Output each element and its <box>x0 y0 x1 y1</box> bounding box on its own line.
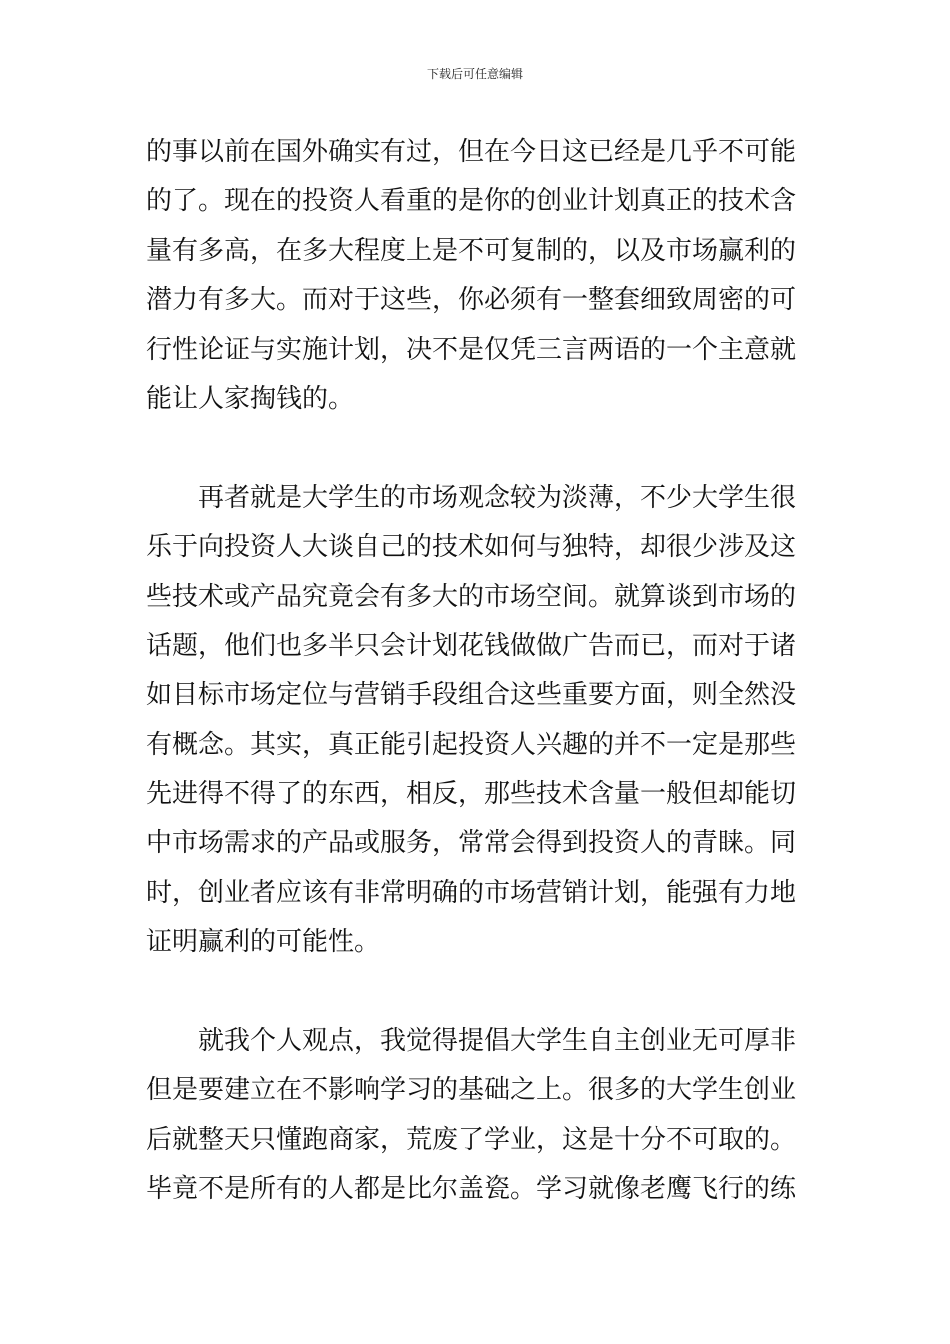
paragraph-1 <box>146 128 812 424</box>
header-note: 下载后可任意编辑 <box>426 67 523 81</box>
text-line: 的了。现在的投资人看重的是你的创业计划真正的技术含 <box>146 186 797 217</box>
text-line: 乐于向投资人大谈自己的技术如何与独特，却很少涉及这 <box>146 532 797 563</box>
text-line: 行性论证与实施计划，决不是仅凭三言两语的一个主意就 <box>146 334 797 365</box>
text-line: 潜力有多大。而对于这些，你必须有一整套细致周密的可 <box>146 285 797 316</box>
text-line: 毕竟不是所有的人都是比尔盖瓷。学习就像老鹰飞行的练 <box>146 1174 797 1205</box>
text-line: 就我个人观点，我觉得提倡大学生自主创业无可厚非 <box>198 1026 797 1057</box>
text-line: 中市场需求的产品或服务，常常会得到投资人的青睐。同 <box>146 828 797 859</box>
text-line: 后就整天只懂跑商家，荒废了学业，这是十分不可取的。 <box>146 1124 797 1155</box>
text-line: 再者就是大学生的市场观念较为淡薄，不少大学生很 <box>198 482 797 513</box>
paragraph-2 <box>146 474 812 968</box>
body-text <box>146 128 812 1215</box>
text-line: 先进得不得了的东西，相反，那些技术含量一般但却能切 <box>146 779 797 810</box>
text-line: 有概念。其实，真正能引起投资人兴趣的并不一定是那些 <box>146 729 797 760</box>
text-line: 但是要建立在不影响学习的基础之上。很多的大学生创业 <box>146 1075 797 1106</box>
paragraph-gap <box>146 424 812 473</box>
text-line: 时，创业者应该有非常明确的市场营销计划，能强有力地 <box>146 877 797 908</box>
text-line: 量有多高，在多大程度上是不可复制的，以及市场赢利的 <box>146 235 797 266</box>
text-line: 些技术或产品究竟会有多大的市场空间。就算谈到市场的 <box>146 581 797 612</box>
paragraph-3 <box>146 1017 812 1215</box>
text-line: 如目标市场定位与营销手段组合这些重要方面，则全然没 <box>146 680 797 711</box>
text-line: 的事以前在国外确实有过，但在今日这已经是几乎不可能 <box>146 137 797 167</box>
text-line: 证明赢利的可能性。 <box>146 927 381 958</box>
paragraph-gap <box>146 968 812 1017</box>
text-line: 能让人家掏钱的。 <box>146 383 355 414</box>
text-line: 话题，他们也多半只会计划花钱做做广告而已，而对于诸 <box>146 630 797 661</box>
